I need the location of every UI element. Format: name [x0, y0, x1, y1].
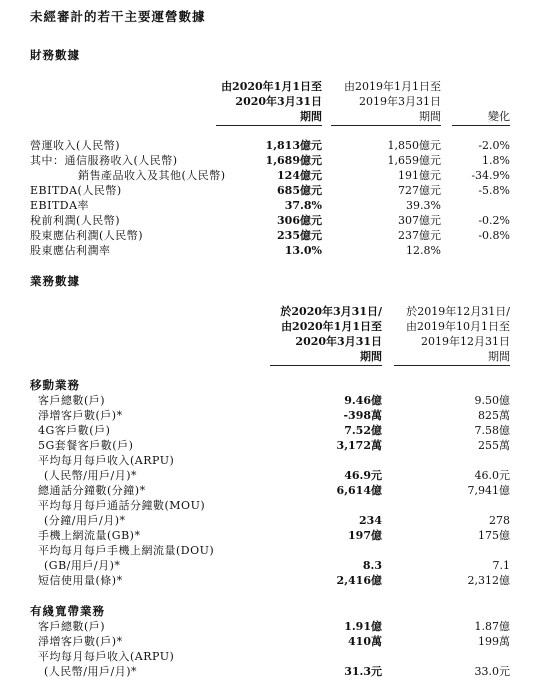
row-value-2020: 124億元 — [277, 169, 322, 182]
table-row — [0, 558, 536, 573]
row-change: -2.0% — [478, 139, 510, 152]
row-label: 股東應佔利潤(人民幣) — [30, 229, 144, 242]
row-value-2019: 278 — [489, 514, 510, 527]
table-row — [0, 243, 536, 258]
row-value-2020: 37.8% — [284, 199, 322, 212]
broadband-business-heading: 有綫寬帶業務 — [30, 604, 105, 618]
row-value-2020: 46.9元 — [344, 469, 382, 482]
bus-col1-line1: 於2020年3月31日/ — [280, 305, 382, 318]
bus-col2-line1: 於2019年12月31日/ — [406, 305, 510, 318]
table-row — [0, 393, 536, 408]
row-label: 4G客戶數(戶) — [38, 424, 111, 437]
row-label: (分鐘/用戶/月)* — [44, 514, 126, 527]
row-value-2020: 410萬 — [348, 635, 382, 648]
row-value-2019: 825萬 — [478, 409, 510, 422]
bus-col2-line3: 2019年12月31日 — [421, 335, 510, 348]
mobile-business-heading: 移動業務 — [30, 378, 80, 392]
fin-col3-underline — [452, 125, 510, 126]
bus-col2-underline — [394, 365, 510, 366]
fin-col1-underline — [216, 125, 322, 126]
table-row — [0, 619, 536, 634]
row-label: (人民幣/用戶/月)* — [44, 665, 137, 678]
fin-col1-line1: 由2020年1月1日至 — [221, 80, 322, 93]
row-value-2020: 7.52億 — [344, 424, 382, 437]
row-label: 短信使用量(條)* — [38, 574, 123, 587]
row-label: 股東應佔利潤率 — [30, 244, 111, 257]
table-row — [0, 634, 536, 649]
row-value-2020: 31.3元 — [344, 665, 382, 678]
row-change: -0.2% — [478, 214, 510, 227]
row-value-2019: 255萬 — [478, 439, 510, 452]
row-value-2019: 33.0元 — [474, 665, 510, 678]
row-value-2020: 235億元 — [277, 229, 322, 242]
row-value-2020: 306億元 — [277, 214, 322, 227]
financial-section-heading: 財務數據 — [30, 48, 80, 62]
table-row — [0, 168, 536, 183]
table-row — [0, 649, 536, 664]
row-value-2019: 237億元 — [398, 229, 441, 242]
row-change: -34.9% — [471, 169, 510, 182]
row-value-2020: 6,614億 — [336, 484, 382, 497]
fin-col1-line2: 2020年3月31日 — [235, 95, 322, 108]
bus-col1-line2: 由2020年1月1日至 — [281, 320, 382, 333]
row-label: 淨增客戶數(戶)* — [38, 409, 123, 422]
row-value-2019: 9.50億 — [474, 394, 510, 407]
row-label: 平均每月每戶手機上網流量(DOU) — [38, 544, 215, 557]
row-value-2019: 191億元 — [398, 169, 441, 182]
row-label: 稅前利潤(人民幣) — [30, 214, 121, 227]
row-value-2019: 1,850億元 — [387, 139, 441, 152]
fin-col2-line1: 由2019年1月1日至 — [344, 80, 441, 93]
row-value-2019: 1,659億元 — [387, 154, 441, 167]
row-value-2019: 1.87億 — [474, 620, 510, 633]
row-value-2020: 2,416億 — [336, 574, 382, 587]
fin-col1-line3: 期間 — [300, 110, 322, 123]
row-label: 銷售產品收入及其他(人民幣) — [78, 169, 226, 182]
bus-col2-line2: 由2019年10月1日至 — [406, 320, 510, 333]
table-row — [0, 198, 536, 213]
row-value-2020: -398萬 — [343, 409, 382, 422]
row-value-2020: 13.0% — [284, 244, 322, 257]
table-row — [0, 408, 536, 423]
row-change: -5.8% — [478, 184, 510, 197]
row-value-2020: 3,172萬 — [336, 439, 382, 452]
table-row — [0, 213, 536, 228]
row-value-2020: 1.91億 — [344, 620, 382, 633]
row-value-2020: 234 — [359, 514, 382, 527]
row-change: -0.8% — [478, 229, 510, 242]
row-value-2019: 175億 — [478, 529, 510, 542]
row-label: 其中：通信服務收入(人民幣) — [30, 154, 178, 167]
table-row — [0, 153, 536, 168]
row-value-2019: 12.8% — [406, 244, 441, 257]
table-row — [0, 423, 536, 438]
table-row — [0, 438, 536, 453]
bus-col1-underline — [270, 365, 382, 366]
bus-col2-line4: 期間 — [488, 350, 510, 363]
fin-col2-line2: 2019年3月31日 — [359, 95, 441, 108]
table-row — [0, 528, 536, 543]
row-label: 平均每月每戶通話分鐘數(MOU) — [38, 499, 206, 512]
table-row — [0, 183, 536, 198]
row-value-2020: 1,689億元 — [265, 154, 322, 167]
row-value-2019: 727億元 — [398, 184, 441, 197]
table-row — [0, 483, 536, 498]
row-label: EBITDA(人民幣) — [30, 184, 122, 197]
row-value-2019: 46.0元 — [474, 469, 510, 482]
row-label: EBITDA率 — [30, 199, 90, 212]
row-value-2019: 7.58億 — [474, 424, 510, 437]
row-change: 1.8% — [482, 154, 510, 167]
fin-col2-line3: 期間 — [419, 110, 441, 123]
table-row — [0, 513, 536, 528]
row-label: 5G套餐客戶數(戶) — [38, 439, 134, 452]
business-section-heading: 業務數據 — [30, 274, 80, 288]
row-label: (GB/用戶/月)* — [44, 559, 121, 572]
table-row — [0, 543, 536, 558]
table-row — [0, 664, 536, 679]
bus-col1-line4: 期間 — [360, 350, 382, 363]
row-value-2020: 685億元 — [277, 184, 322, 197]
row-label: 平均每月每戶收入(ARPU) — [38, 454, 175, 467]
table-row — [0, 228, 536, 243]
fin-col3-header: 變化 — [488, 110, 510, 123]
row-value-2019: 39.3% — [406, 199, 441, 212]
row-value-2020: 8.3 — [362, 559, 382, 572]
row-label: 淨增客戶數(戶)* — [38, 635, 123, 648]
row-label: 營運收入(人民幣) — [30, 139, 121, 152]
page-title: 未經審計的若干主要運營數據 — [30, 9, 206, 24]
table-row — [0, 138, 536, 153]
row-label: (人民幣/用戶/月)* — [44, 469, 137, 482]
row-label: 總通話分鐘數(分鐘)* — [38, 484, 146, 497]
row-label: 客戶總數(戶) — [38, 620, 106, 633]
table-row — [0, 573, 536, 588]
row-label: 客戶總數(戶) — [38, 394, 106, 407]
row-value-2019: 7.1 — [492, 559, 510, 572]
row-value-2019: 2,312億 — [467, 574, 510, 587]
row-value-2019: 7,941億 — [467, 484, 510, 497]
table-row — [0, 498, 536, 513]
row-value-2020: 9.46億 — [344, 394, 382, 407]
row-value-2020: 197億 — [348, 529, 382, 542]
bus-col1-line3: 2020年3月31日 — [295, 335, 382, 348]
fin-col2-underline — [331, 125, 441, 126]
row-label: 平均每月每戶收入(ARPU) — [38, 650, 175, 663]
table-row — [0, 453, 536, 468]
row-label: 手機上網流量(GB)* — [38, 529, 141, 542]
row-value-2020: 1,813億元 — [265, 139, 322, 152]
row-value-2019: 307億元 — [398, 214, 441, 227]
row-value-2019: 199萬 — [478, 635, 510, 648]
table-row — [0, 468, 536, 483]
